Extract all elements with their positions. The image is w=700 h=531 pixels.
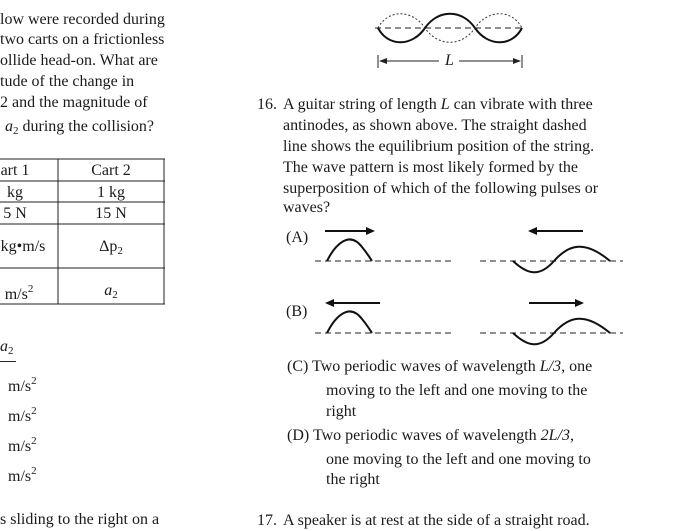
- table-cell-a2: [58, 281, 164, 305]
- q16-stem-line: superposition of which of the following pulses or: [283, 180, 599, 197]
- arrow-left-head: [528, 227, 537, 235]
- accel-sub: 2: [13, 125, 19, 137]
- table-header-cart1: art 1: [0, 162, 30, 179]
- delta-p-sub: 2: [117, 245, 123, 257]
- length-label: L: [445, 52, 454, 69]
- q17-text: A speaker is at rest at the side of a straight road.: [283, 512, 590, 529]
- pulse-up: [327, 239, 372, 261]
- left-q-line: two carts on a frictionless: [0, 31, 165, 48]
- accel-var: a: [5, 118, 13, 135]
- choice-unit-text: m/s: [8, 378, 32, 395]
- q16-stem-b: can vibrate with three: [453, 96, 593, 113]
- q16-stem-line: line shows the equilibrium position of the string.: [283, 138, 595, 155]
- choice-b-figure: [315, 294, 665, 354]
- q16-stem-first: [283, 95, 593, 115]
- unit-sq: 2: [27, 283, 34, 295]
- choice-d-frac: 2L/3: [540, 427, 570, 444]
- arrow-left-head: [325, 299, 334, 307]
- arrow-right-head: [366, 227, 375, 235]
- choice-c-frac: L/3: [539, 358, 562, 375]
- choice-a-label: (A): [286, 229, 309, 246]
- choice-unit-text: m/s: [8, 468, 32, 485]
- table-cell-accel-unit: [0, 279, 44, 305]
- left-q-last-line: [5, 117, 154, 141]
- left-q-last-text: during the collision?: [22, 118, 155, 135]
- left-q-line: ollide head-on. What are: [0, 52, 158, 69]
- left-q-line: 2 and the magnitude of: [0, 94, 148, 111]
- pulse-up: [327, 311, 372, 333]
- arrow-right-head: [575, 299, 584, 307]
- delta-p: Δp: [99, 238, 118, 255]
- left-q-line: low were recorded during: [0, 11, 165, 28]
- choice-unit-sq: 2: [31, 465, 37, 477]
- choice-b-label: (B): [286, 303, 308, 320]
- choices-header-var: a: [0, 338, 8, 355]
- choice-c-text-b: , one: [561, 358, 593, 375]
- table-cell: 5 N: [3, 205, 27, 222]
- table-cell-dp2: [58, 237, 164, 261]
- left-q-line: tude of the change in: [0, 73, 135, 90]
- a-var: a: [104, 282, 113, 299]
- choice-unit: [8, 371, 37, 397]
- dim-arrow-left: [379, 58, 387, 64]
- standing-wave-figure: [375, 0, 535, 70]
- wave-down-up: [513, 247, 610, 273]
- choice-c-line1: [287, 357, 592, 377]
- choice-unit-sq: 2: [31, 435, 37, 447]
- choice-c-label: (C): [287, 358, 309, 375]
- choice-unit-sq: 2: [31, 405, 37, 417]
- left-bottom-text: s sliding to the right on a: [0, 511, 160, 528]
- wave-down-up: [513, 319, 610, 345]
- q17-number: 17.: [257, 512, 277, 529]
- table-cell: kg: [7, 184, 23, 201]
- q16-stem-a: A guitar string of length: [283, 96, 437, 113]
- choice-d-line2: one moving to the left and one moving to: [326, 451, 591, 468]
- choice-c-text-a: Two periodic waves of wavelength: [312, 358, 536, 375]
- q16-stem-line: The wave pattern is most likely formed by the: [283, 159, 579, 176]
- choice-unit: [8, 461, 37, 487]
- table-header-cart2: Cart 2: [91, 162, 131, 179]
- choice-d-text-a: Two periodic waves of wavelength: [312, 427, 537, 444]
- a-sub: 2: [112, 289, 118, 301]
- choice-unit-text: m/s: [8, 408, 32, 425]
- choice-d-line1: [287, 426, 574, 446]
- choices-header: [0, 337, 16, 362]
- choice-unit: [8, 401, 37, 427]
- choice-c-line3: right: [326, 403, 357, 420]
- table-cell: 15 N: [95, 205, 127, 222]
- choice-unit-text: m/s: [8, 438, 32, 455]
- choice-d-label: (D): [287, 427, 310, 444]
- table-cell: kg•m/s: [0, 238, 46, 255]
- choice-d-text-b: ,: [569, 427, 574, 444]
- dim-arrow-right: [513, 58, 521, 64]
- unit-text: m/s: [4, 286, 28, 303]
- choice-unit: [8, 431, 37, 457]
- choices-header-sub: 2: [8, 345, 14, 357]
- choice-unit-sq: 2: [31, 375, 37, 387]
- choice-a-figure: [315, 222, 665, 282]
- choice-d-line3: the right: [326, 471, 380, 488]
- q16-number: 16.: [257, 96, 277, 113]
- table-cell: 1 kg: [97, 184, 125, 201]
- q16-stem-line: waves?: [283, 199, 331, 216]
- q16-stem-line: antinodes, as shown above. The straight dashed: [283, 117, 587, 134]
- choice-c-line2: moving to the left and one moving to the: [326, 382, 588, 399]
- q16-stem-L: L: [440, 96, 450, 113]
